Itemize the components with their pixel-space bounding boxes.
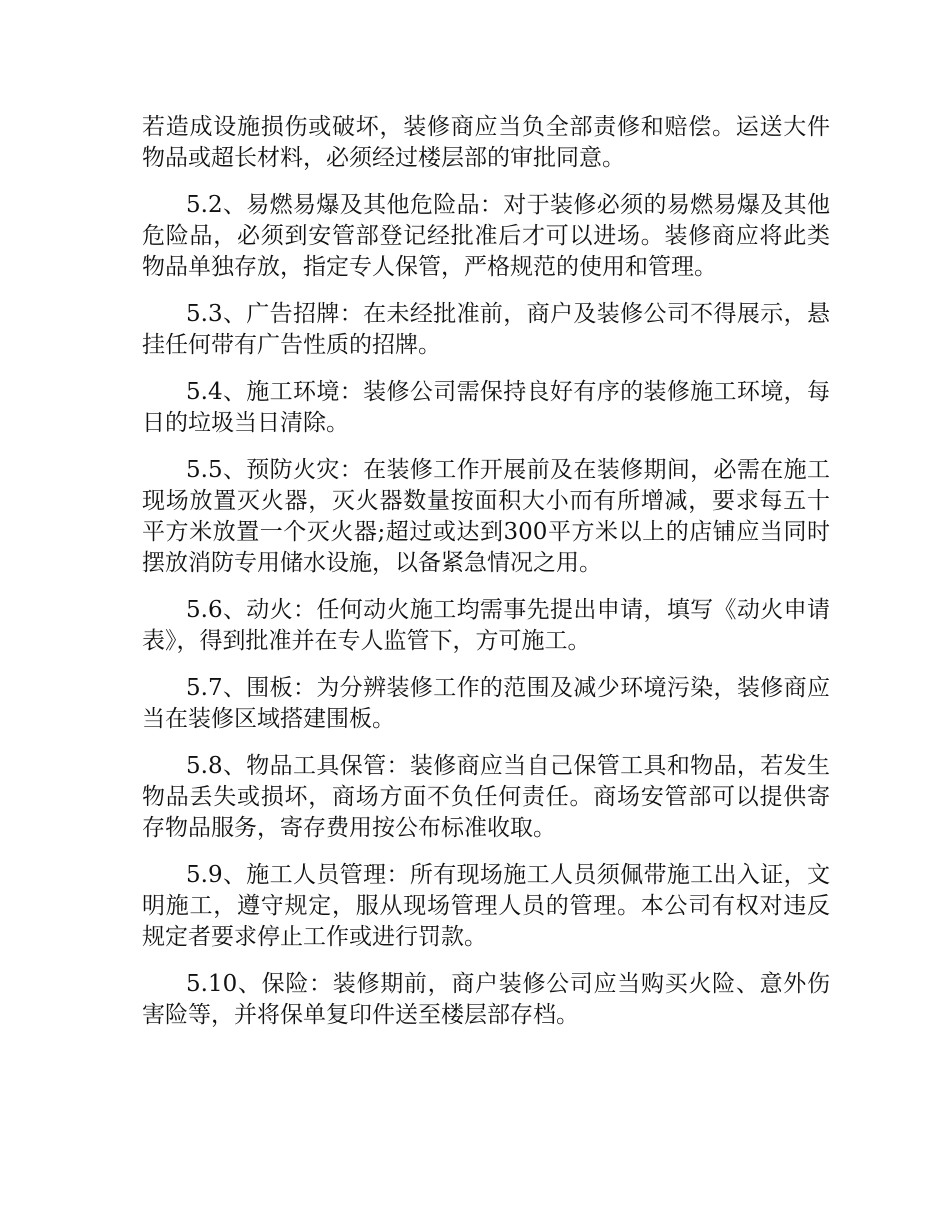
paragraph-5-8-tool-custody: 5.8、物品工具保管：装修商应当自己保管工具和物品，若发生物品丢失或损坏，商场方面不负任何责任。商场安管部可以提供寄存物品服务，寄存费用按公布标准收取。 [142, 753, 830, 841]
document-page [142, 112, 830, 1047]
paragraph-5-7-hoarding: 5.7、围板：为分辨装修工作的范围及减少环境污染，装修商应当在装修区域搭建围板。 [142, 675, 830, 732]
paragraph-5-3-signboards: 5.3、广告招牌：在未经批准前，商户及装修公司不得展示，悬挂任何带有广告性质的招牌。 [142, 301, 830, 358]
paragraph-continuation: 若造成设施损伤或破坏，装修商应当负全部责修和赔偿。运送大件物品或超长材料，必须经过楼层部的审批同意。 [142, 114, 830, 171]
paragraph-5-2-hazardous-materials: 5.2、易燃易爆及其他危险品：对于装修必须的易燃易爆及其他危险品，必须到安管部登记经批准后才可以进场。装修商应将此类物品单独存放，指定专人保管，严格规范的使用和管理。 [142, 192, 830, 280]
paragraph-5-4-environment: 5.4、施工环境：装修公司需保持良好有序的装修施工环境，每日的垃圾当日清除。 [142, 379, 830, 436]
paragraph-5-6-hot-work: 5.6、动火：任何动火施工均需事先提出申请，填写《动火申请表》，得到批准并在专人监管下，方可施工。 [142, 597, 830, 654]
paragraph-5-9-worker-management: 5.9、施工人员管理：所有现场施工人员须佩带施工出入证，文明施工，遵守规定，服从现场管理人员的管理。本公司有权对违反规定者要求停止工作或进行罚款。 [142, 862, 830, 950]
paragraph-5-5-fire-prevention: 5.5、预防火灾：在装修工作开展前及在装修期间，必需在施工现场放置灭火器，灭火器数量按面积大小而有所增减，要求每五十平方米放置一个灭火器;超过或达到300平方米以上的店铺应当同时摆放消防专用储水设施，以备紧急情况之用。 [142, 457, 830, 576]
paragraph-5-10-insurance: 5.10、保险：装修期前，商户装修公司应当购买火险、意外伤害险等，并将保单复印件送至楼层部存档。 [142, 971, 830, 1028]
